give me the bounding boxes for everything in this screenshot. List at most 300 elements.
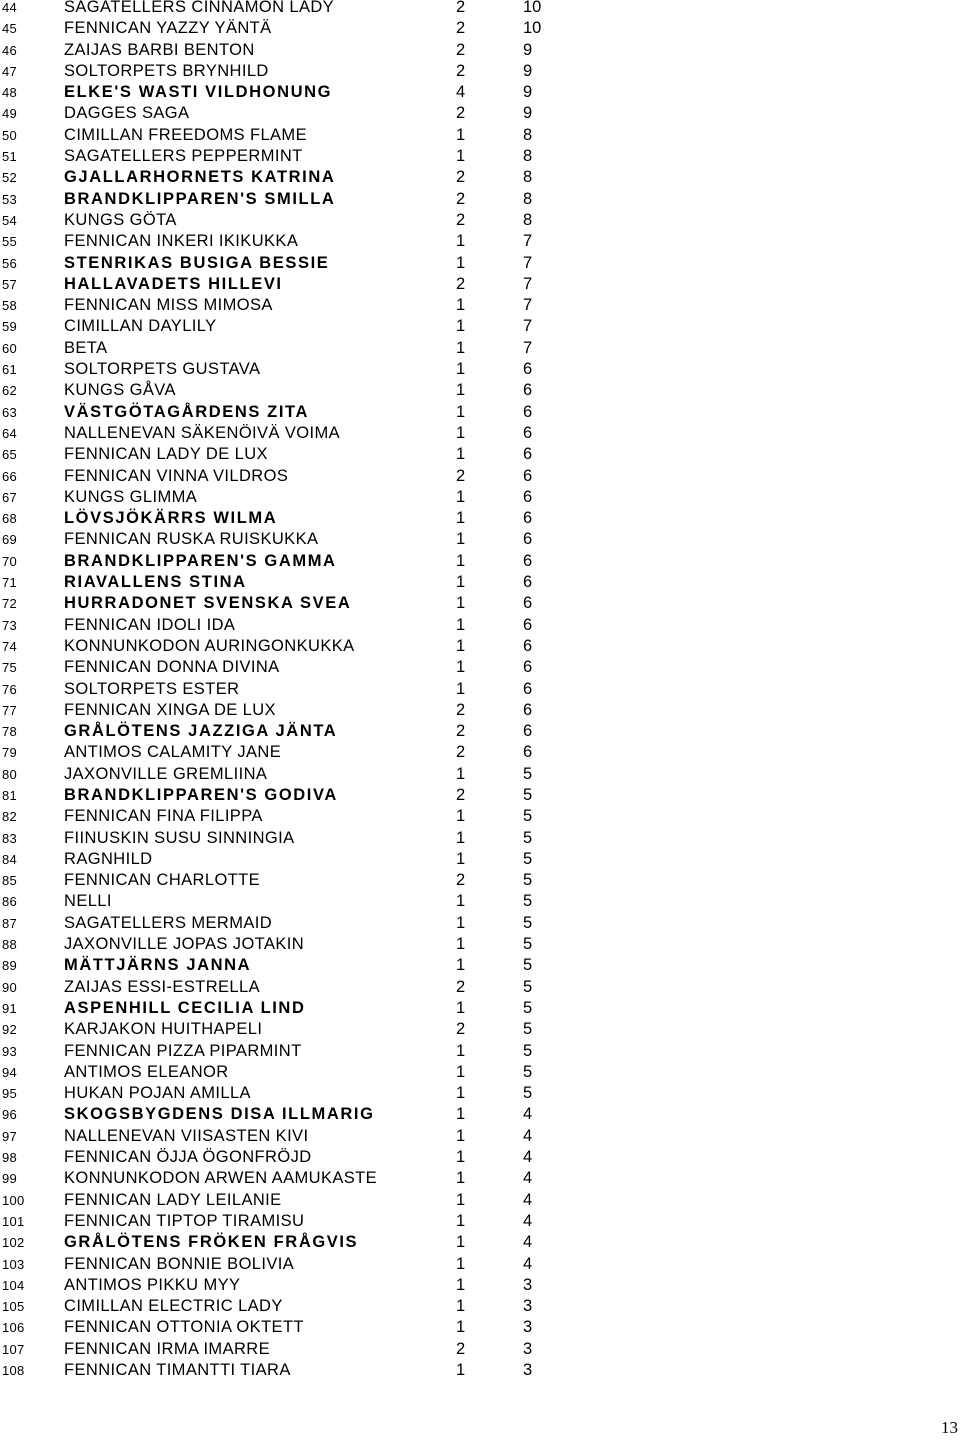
count-a-cell: 2 bbox=[456, 785, 466, 804]
count-b-cell: 6 bbox=[523, 509, 533, 528]
table-row bbox=[0, 444, 960, 465]
count-a-cell: 2 bbox=[456, 189, 466, 208]
rank-cell: 45 bbox=[2, 21, 18, 37]
name-cell: FENNICAN DONNA DIVINA bbox=[64, 658, 280, 677]
count-b-cell: 4 bbox=[523, 1233, 533, 1252]
count-a-cell: 1 bbox=[456, 1126, 466, 1145]
count-a-cell: 1 bbox=[456, 935, 466, 954]
table-row bbox=[0, 700, 960, 721]
count-b-cell: 6 bbox=[523, 381, 533, 400]
table-row bbox=[0, 18, 960, 39]
rank-cell: 47 bbox=[2, 63, 18, 79]
count-a-cell: 2 bbox=[456, 743, 466, 762]
rank-cell: 48 bbox=[2, 85, 18, 101]
table-row bbox=[0, 891, 960, 912]
name-cell: NALLENEVAN VIISASTEN KIVI bbox=[64, 1126, 309, 1145]
count-b-cell: 4 bbox=[523, 1169, 533, 1188]
rank-cell: 86 bbox=[2, 894, 18, 910]
rank-cell: 84 bbox=[2, 851, 18, 867]
table-row bbox=[0, 636, 960, 657]
table-row bbox=[0, 551, 960, 572]
rank-cell: 90 bbox=[2, 979, 18, 995]
count-a-cell: 2 bbox=[456, 19, 466, 38]
count-b-cell: 8 bbox=[523, 147, 533, 166]
table-row bbox=[0, 0, 960, 18]
count-a-cell: 1 bbox=[456, 147, 466, 166]
count-a-cell: 1 bbox=[456, 1254, 466, 1273]
rank-cell: 72 bbox=[2, 596, 18, 612]
rank-cell: 106 bbox=[2, 1320, 25, 1336]
count-b-cell: 7 bbox=[523, 253, 533, 272]
table-row bbox=[0, 103, 960, 124]
count-a-cell: 1 bbox=[456, 1233, 466, 1252]
count-b-cell: 6 bbox=[523, 573, 533, 592]
count-b-cell: 6 bbox=[523, 466, 533, 485]
count-a-cell: 1 bbox=[456, 849, 466, 868]
name-cell: SOLTORPETS ESTER bbox=[64, 679, 240, 698]
rank-cell: 67 bbox=[2, 489, 18, 505]
table-row bbox=[0, 955, 960, 976]
count-b-cell: 3 bbox=[523, 1361, 533, 1379]
count-b-cell: 10 bbox=[523, 19, 542, 38]
count-a-cell: 1 bbox=[456, 360, 466, 379]
count-b-cell: 6 bbox=[523, 679, 533, 698]
name-cell: BRANDKLIPPAREN'S GAMMA bbox=[64, 551, 337, 570]
table-row bbox=[0, 870, 960, 891]
rank-cell: 96 bbox=[2, 1107, 18, 1123]
name-cell: RAGNHILD bbox=[64, 849, 153, 868]
count-a-cell: 1 bbox=[456, 317, 466, 336]
count-b-cell: 6 bbox=[523, 658, 533, 677]
count-b-cell: 6 bbox=[523, 402, 533, 421]
table-row bbox=[0, 423, 960, 444]
table-row bbox=[0, 1296, 960, 1317]
rank-cell: 93 bbox=[2, 1043, 18, 1059]
count-a-cell: 2 bbox=[456, 168, 466, 187]
name-cell: MÄTTJÄRNS JANNA bbox=[64, 956, 252, 975]
name-cell: NELLI bbox=[64, 892, 112, 911]
count-a-cell: 1 bbox=[456, 764, 466, 783]
rank-cell: 102 bbox=[2, 1235, 25, 1251]
rank-cell: 53 bbox=[2, 191, 18, 207]
rank-cell: 105 bbox=[2, 1299, 25, 1315]
count-a-cell: 2 bbox=[456, 700, 466, 719]
rank-cell: 50 bbox=[2, 127, 18, 143]
rank-cell: 54 bbox=[2, 212, 18, 228]
count-b-cell: 5 bbox=[523, 935, 533, 954]
name-cell: LÖVSJÖKÄRRS WILMA bbox=[64, 509, 278, 528]
count-a-cell: 1 bbox=[456, 402, 466, 421]
count-b-cell: 5 bbox=[523, 977, 533, 996]
count-b-cell: 9 bbox=[523, 83, 533, 102]
table-row bbox=[0, 508, 960, 529]
count-a-cell: 1 bbox=[456, 956, 466, 975]
rank-cell: 91 bbox=[2, 1000, 18, 1016]
name-cell: GJALLARHORNETS KATRINA bbox=[64, 168, 336, 187]
rank-cell: 81 bbox=[2, 787, 18, 803]
count-a-cell: 2 bbox=[456, 722, 466, 741]
name-cell: NALLENEVAN SÄKENÖIVÄ VOIMA bbox=[64, 423, 341, 442]
count-b-cell: 7 bbox=[523, 232, 533, 251]
rank-cell: 68 bbox=[2, 511, 18, 527]
count-b-cell: 6 bbox=[523, 636, 533, 655]
name-cell: SAGATELLERS CINNAMON LADY bbox=[64, 0, 335, 16]
rank-cell: 59 bbox=[2, 319, 18, 335]
count-a-cell: 1 bbox=[456, 1297, 466, 1316]
rank-cell: 55 bbox=[2, 234, 18, 250]
count-b-cell: 8 bbox=[523, 210, 533, 229]
count-a-cell: 1 bbox=[456, 615, 466, 634]
table-row bbox=[0, 316, 960, 337]
rank-cell: 104 bbox=[2, 1277, 25, 1293]
count-a-cell: 1 bbox=[456, 636, 466, 655]
count-b-cell: 5 bbox=[523, 998, 533, 1017]
count-b-cell: 6 bbox=[523, 423, 533, 442]
rank-cell: 63 bbox=[2, 404, 18, 420]
name-cell: SKOGSBYGDENS DISA ILLMARIG bbox=[64, 1105, 375, 1124]
table-row bbox=[0, 913, 960, 934]
rank-cell: 88 bbox=[2, 937, 18, 953]
table-row bbox=[0, 1254, 960, 1275]
rank-cell: 87 bbox=[2, 915, 18, 931]
name-cell: FENNICAN LADY LEILANIE bbox=[64, 1190, 282, 1209]
name-cell: CIMILLAN DAYLILY bbox=[64, 317, 217, 336]
count-b-cell: 6 bbox=[523, 445, 533, 464]
rank-cell: 70 bbox=[2, 553, 18, 569]
rank-cell: 61 bbox=[2, 362, 18, 378]
name-cell: FENNICAN TIPTOP TIRAMISU bbox=[64, 1211, 305, 1230]
count-a-cell: 1 bbox=[456, 423, 466, 442]
name-cell: HURRADONET SVENSKA SVEA bbox=[64, 594, 352, 613]
count-a-cell: 1 bbox=[456, 1084, 466, 1103]
count-b-cell: 5 bbox=[523, 1062, 533, 1081]
count-a-cell: 1 bbox=[456, 296, 466, 315]
count-a-cell: 1 bbox=[456, 551, 466, 570]
count-b-cell: 5 bbox=[523, 828, 533, 847]
table-row bbox=[0, 338, 960, 359]
name-cell: JAXONVILLE GREMLIINA bbox=[64, 764, 268, 783]
table-row bbox=[0, 806, 960, 827]
rank-cell: 89 bbox=[2, 958, 18, 974]
table-row bbox=[0, 742, 960, 763]
rank-cell: 77 bbox=[2, 702, 18, 718]
count-b-cell: 9 bbox=[523, 61, 533, 80]
name-cell: FENNICAN INKERI IKIKUKKA bbox=[64, 232, 299, 251]
table-row bbox=[0, 61, 960, 82]
name-cell: KUNGS GÖTA bbox=[64, 210, 177, 229]
table-row bbox=[0, 1104, 960, 1125]
count-a-cell: 1 bbox=[456, 253, 466, 272]
count-b-cell: 5 bbox=[523, 785, 533, 804]
rank-cell: 57 bbox=[2, 276, 18, 292]
name-cell: FENNICAN FINA FILIPPA bbox=[64, 807, 263, 826]
name-cell: FENNICAN CHARLOTTE bbox=[64, 871, 261, 890]
rank-cell: 76 bbox=[2, 681, 18, 697]
table-row bbox=[0, 402, 960, 423]
name-cell: VÄSTGÖTAGÅRDENS ZITA bbox=[64, 402, 309, 421]
count-b-cell: 6 bbox=[523, 530, 533, 549]
table-row bbox=[0, 1232, 960, 1253]
table-row bbox=[0, 1126, 960, 1147]
name-cell: ANTIMOS ELEANOR bbox=[64, 1062, 229, 1081]
table-row bbox=[0, 1339, 960, 1360]
table-row bbox=[0, 1083, 960, 1104]
rank-cell: 80 bbox=[2, 766, 18, 782]
count-b-cell: 4 bbox=[523, 1105, 533, 1124]
count-a-cell: 1 bbox=[456, 1041, 466, 1060]
count-a-cell: 1 bbox=[456, 232, 466, 251]
count-a-cell: 1 bbox=[456, 1062, 466, 1081]
name-cell: ZAIJAS BARBI BENTON bbox=[64, 40, 255, 59]
table-row bbox=[0, 849, 960, 870]
name-cell: FENNICAN XINGA DE LUX bbox=[64, 700, 276, 719]
rank-cell: 66 bbox=[2, 468, 18, 484]
count-b-cell: 4 bbox=[523, 1126, 533, 1145]
count-a-cell: 1 bbox=[456, 892, 466, 911]
table-row bbox=[0, 657, 960, 678]
count-b-cell: 6 bbox=[523, 551, 533, 570]
count-b-cell: 5 bbox=[523, 913, 533, 932]
count-b-cell: 3 bbox=[523, 1275, 533, 1294]
table-row bbox=[0, 380, 960, 401]
name-cell: FENNICAN RUSKA RUISKUKKA bbox=[64, 530, 319, 549]
count-a-cell: 1 bbox=[456, 1275, 466, 1294]
count-a-cell: 1 bbox=[456, 828, 466, 847]
rank-cell: 69 bbox=[2, 532, 18, 548]
rank-cell: 100 bbox=[2, 1192, 25, 1208]
rank-cell: 56 bbox=[2, 255, 18, 271]
name-cell: KUNGS GÅVA bbox=[64, 381, 176, 400]
rank-cell: 52 bbox=[2, 170, 18, 186]
table-row bbox=[0, 253, 960, 274]
count-a-cell: 1 bbox=[456, 338, 466, 357]
count-a-cell: 1 bbox=[456, 530, 466, 549]
name-cell: GRÅLÖTENS JAZZIGA JÄNTA bbox=[64, 722, 338, 741]
table-row bbox=[0, 1190, 960, 1211]
count-b-cell: 5 bbox=[523, 892, 533, 911]
name-cell: FENNICAN BONNIE BOLIVIA bbox=[64, 1254, 295, 1273]
count-b-cell: 5 bbox=[523, 807, 533, 826]
count-b-cell: 10 bbox=[523, 0, 542, 16]
count-b-cell: 6 bbox=[523, 743, 533, 762]
count-b-cell: 7 bbox=[523, 317, 533, 336]
rank-cell: 79 bbox=[2, 745, 18, 761]
count-a-cell: 1 bbox=[456, 1105, 466, 1124]
count-a-cell: 1 bbox=[456, 1190, 466, 1209]
count-a-cell: 1 bbox=[456, 807, 466, 826]
name-cell: ANTIMOS PIKKU MYY bbox=[64, 1275, 241, 1294]
rank-cell: 65 bbox=[2, 447, 18, 463]
table-row bbox=[0, 1168, 960, 1189]
name-cell: KONNUNKODON ARWEN AAMUKASTE bbox=[64, 1169, 378, 1188]
name-cell: HUKAN POJAN AMILLA bbox=[64, 1084, 251, 1103]
rank-cell: 101 bbox=[2, 1213, 25, 1229]
name-cell: FENNICAN YAZZY YÄNTÄ bbox=[64, 19, 272, 38]
count-b-cell: 5 bbox=[523, 849, 533, 868]
count-a-cell: 1 bbox=[456, 1361, 466, 1379]
count-a-cell: 4 bbox=[456, 83, 466, 102]
name-cell: ASPENHILL CECILIA LIND bbox=[64, 998, 306, 1017]
name-cell: KUNGS GLIMMA bbox=[64, 487, 198, 506]
name-cell: CIMILLAN FREEDOMS FLAME bbox=[64, 125, 307, 144]
count-b-cell: 6 bbox=[523, 722, 533, 741]
table-row bbox=[0, 146, 960, 167]
count-a-cell: 2 bbox=[456, 104, 466, 123]
count-a-cell: 2 bbox=[456, 1339, 466, 1358]
rank-cell: 108 bbox=[2, 1363, 25, 1378]
count-a-cell: 2 bbox=[456, 0, 466, 16]
table-row bbox=[0, 359, 960, 380]
table-row bbox=[0, 977, 960, 998]
count-b-cell: 8 bbox=[523, 125, 533, 144]
rank-cell: 99 bbox=[2, 1171, 18, 1187]
count-b-cell: 6 bbox=[523, 487, 533, 506]
name-cell: DAGGES SAGA bbox=[64, 104, 190, 123]
rank-cell: 71 bbox=[2, 575, 18, 591]
rank-cell: 74 bbox=[2, 638, 18, 654]
table-row bbox=[0, 189, 960, 210]
table-row bbox=[0, 1041, 960, 1062]
rank-cell: 62 bbox=[2, 383, 18, 399]
count-a-cell: 1 bbox=[456, 679, 466, 698]
name-cell: BRANDKLIPPAREN'S SMILLA bbox=[64, 189, 336, 208]
rank-cell: 95 bbox=[2, 1086, 18, 1102]
rank-cell: 46 bbox=[2, 42, 18, 58]
page-number: 13 bbox=[941, 1418, 958, 1437]
count-b-cell: 4 bbox=[523, 1254, 533, 1273]
name-cell: KONNUNKODON AURINGONKUKKA bbox=[64, 636, 355, 655]
name-cell: FENNICAN PIZZA PIPARMINT bbox=[64, 1041, 302, 1060]
table-row bbox=[0, 40, 960, 61]
table-row bbox=[0, 82, 960, 103]
count-a-cell: 1 bbox=[456, 125, 466, 144]
name-cell: BRANDKLIPPAREN'S GODIVA bbox=[64, 785, 338, 804]
name-cell: FENNICAN IDOLI IDA bbox=[64, 615, 236, 634]
table-row bbox=[0, 167, 960, 188]
name-cell: FENNICAN VINNA VILDROS bbox=[64, 466, 289, 485]
name-cell: ANTIMOS CALAMITY JANE bbox=[64, 743, 282, 762]
count-b-cell: 7 bbox=[523, 296, 533, 315]
count-a-cell: 1 bbox=[456, 658, 466, 677]
count-a-cell: 1 bbox=[456, 913, 466, 932]
table-row bbox=[0, 828, 960, 849]
table-row bbox=[0, 231, 960, 252]
table-row bbox=[0, 274, 960, 295]
count-b-cell: 7 bbox=[523, 338, 533, 357]
count-b-cell: 5 bbox=[523, 1020, 533, 1039]
table-row bbox=[0, 1062, 960, 1083]
rank-cell: 83 bbox=[2, 830, 18, 846]
name-cell: FENNICAN TIMANTTI TIARA bbox=[64, 1361, 291, 1379]
count-a-cell: 1 bbox=[456, 1169, 466, 1188]
table-row bbox=[0, 998, 960, 1019]
rank-cell: 58 bbox=[2, 298, 18, 314]
count-b-cell: 6 bbox=[523, 594, 533, 613]
table-row bbox=[0, 529, 960, 550]
name-cell: FENNICAN MISS MIMOSA bbox=[64, 296, 273, 315]
count-b-cell: 4 bbox=[523, 1148, 533, 1167]
count-b-cell: 6 bbox=[523, 615, 533, 634]
count-a-cell: 2 bbox=[456, 1020, 466, 1039]
count-b-cell: 5 bbox=[523, 764, 533, 783]
count-a-cell: 1 bbox=[456, 509, 466, 528]
rank-cell: 78 bbox=[2, 724, 18, 740]
name-cell: FENNICAN IRMA IMARRE bbox=[64, 1339, 271, 1358]
count-a-cell: 2 bbox=[456, 871, 466, 890]
rank-cell: 97 bbox=[2, 1128, 18, 1144]
table-row bbox=[0, 295, 960, 316]
count-a-cell: 2 bbox=[456, 977, 466, 996]
name-cell: JAXONVILLE JOPAS JOTAKIN bbox=[64, 935, 305, 954]
name-cell: FENNICAN OTTONIA OKTETT bbox=[64, 1318, 304, 1337]
count-a-cell: 1 bbox=[456, 487, 466, 506]
rank-cell: 94 bbox=[2, 1064, 18, 1080]
table-row bbox=[0, 1317, 960, 1338]
rank-cell: 92 bbox=[2, 1022, 18, 1038]
table-row bbox=[0, 785, 960, 806]
count-b-cell: 4 bbox=[523, 1190, 533, 1209]
count-b-cell: 6 bbox=[523, 700, 533, 719]
count-b-cell: 7 bbox=[523, 274, 533, 293]
name-cell: CIMILLAN ELECTRIC LADY bbox=[64, 1297, 283, 1316]
count-b-cell: 3 bbox=[523, 1318, 533, 1337]
count-b-cell: 3 bbox=[523, 1297, 533, 1316]
table-row bbox=[0, 1211, 960, 1232]
name-cell: FENNICAN ÖJJA ÖGONFRÖJD bbox=[64, 1148, 312, 1167]
count-a-cell: 1 bbox=[456, 1318, 466, 1337]
rank-cell: 44 bbox=[2, 0, 18, 15]
table-row bbox=[0, 487, 960, 508]
count-b-cell: 8 bbox=[523, 168, 533, 187]
rank-cell: 85 bbox=[2, 873, 18, 889]
count-a-cell: 1 bbox=[456, 573, 466, 592]
rank-cell: 98 bbox=[2, 1150, 18, 1166]
count-a-cell: 2 bbox=[456, 274, 466, 293]
table-row bbox=[0, 593, 960, 614]
name-cell: STENRIKAS BUSIGA BESSIE bbox=[64, 253, 330, 272]
count-a-cell: 1 bbox=[456, 594, 466, 613]
name-cell: SAGATELLERS MERMAID bbox=[64, 913, 273, 932]
name-cell: KARJAKON HUITHAPELI bbox=[64, 1020, 263, 1039]
rank-cell: 73 bbox=[2, 617, 18, 633]
name-cell: SAGATELLERS PEPPERMINT bbox=[64, 147, 303, 166]
count-b-cell: 5 bbox=[523, 1084, 533, 1103]
name-cell: GRÅLÖTENS FRÖKEN FRÅGVIS bbox=[64, 1233, 359, 1252]
name-cell: RIAVALLENS STINA bbox=[64, 573, 247, 592]
count-b-cell: 3 bbox=[523, 1339, 533, 1358]
table-row bbox=[0, 764, 960, 785]
count-b-cell: 8 bbox=[523, 189, 533, 208]
count-a-cell: 1 bbox=[456, 998, 466, 1017]
count-b-cell: 5 bbox=[523, 1041, 533, 1060]
count-b-cell: 6 bbox=[523, 360, 533, 379]
table-row bbox=[0, 572, 960, 593]
count-b-cell: 5 bbox=[523, 956, 533, 975]
rank-cell: 64 bbox=[2, 425, 18, 441]
rank-cell: 82 bbox=[2, 809, 18, 825]
count-b-cell: 4 bbox=[523, 1211, 533, 1230]
table-row bbox=[0, 934, 960, 955]
table-row bbox=[0, 1147, 960, 1168]
name-cell: FIINUSKIN SUSU SINNINGIA bbox=[64, 828, 295, 847]
count-b-cell: 9 bbox=[523, 104, 533, 123]
table-row bbox=[0, 1360, 960, 1381]
rank-cell: 51 bbox=[2, 149, 18, 165]
count-a-cell: 1 bbox=[456, 445, 466, 464]
name-cell: SOLTORPETS BRYNHILD bbox=[64, 61, 269, 80]
count-a-cell: 1 bbox=[456, 1148, 466, 1167]
count-a-cell: 2 bbox=[456, 61, 466, 80]
